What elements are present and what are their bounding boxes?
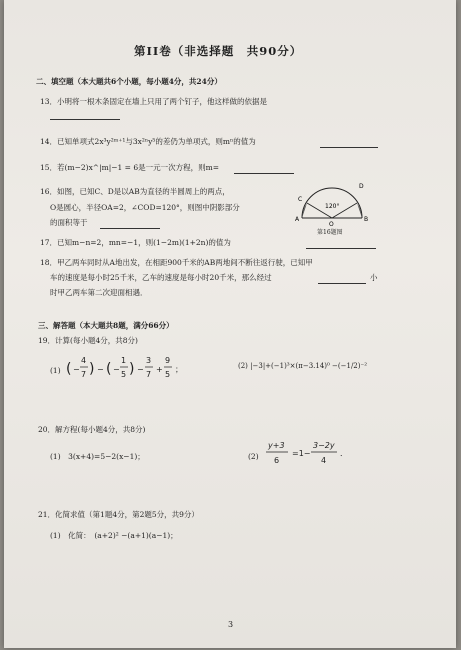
question-15: 15．若(m−2)x^|m|−1 = 6是一元一次方程，则m=: [40, 163, 220, 172]
question-19-part-2: (2) |−3|+(−1)³×(π−3.14)⁰ −(−1/2)⁻²: [238, 362, 367, 370]
svg-text:7: 7: [81, 370, 87, 379]
answer-blank-18: [318, 276, 366, 284]
question-17: 17．已知m−n=2，mn=−1，则(1−2m)(1+2n)的值为: [40, 238, 231, 247]
question-21-part-1: (1) 化简： (a+2)² −(a+1)(a−1)；: [50, 531, 178, 540]
svg-text:y+3: y+3: [268, 441, 285, 450]
svg-text:4: 4: [81, 356, 87, 365]
answer-blank-15: [234, 166, 294, 174]
question-19-part-1-expression: [66, 352, 216, 386]
svg-text:−: −: [97, 365, 104, 374]
figure-caption: 第16题图: [317, 229, 343, 236]
svg-text:+: +: [156, 365, 163, 374]
svg-text:−: −: [73, 365, 80, 374]
question-14: 14．已知单项式2x³y²ᵐ⁺¹与3x²ⁿy⁵的差仍为单项式，则mⁿ的值为: [40, 137, 256, 146]
question-18-line-2: 车的速度是每小时25千米，乙车的速度是每小时20千米，那么经过: [50, 273, 272, 282]
question-19-part-1-label: (1): [50, 366, 61, 375]
question-16-line-1: 16．如图，已知C、D是以AB为直径的半圆周上的两点，: [40, 187, 230, 196]
svg-text:(: (: [66, 361, 72, 377]
svg-text:5: 5: [121, 370, 127, 379]
point-o-label: O: [329, 221, 334, 228]
question-21-heading: 21．化简求值（第1题4分，第2题5分，共9分）: [38, 510, 199, 519]
answer-blank-17: [306, 241, 376, 249]
svg-text:−: −: [137, 365, 144, 374]
svg-text:1: 1: [121, 356, 127, 365]
answer-blank-14: [320, 140, 378, 148]
svg-text:): ): [89, 361, 95, 377]
point-d-label: D: [359, 183, 364, 190]
answer-blank-13: [50, 112, 120, 120]
svg-text:3: 3: [146, 356, 152, 365]
svg-text:；: ；: [175, 365, 183, 374]
point-a-label: A: [295, 216, 300, 223]
svg-text:．: ．: [340, 449, 348, 458]
answer-blank-16: [100, 221, 160, 229]
section-fill-blank-heading: 二、填空题（本大题共6个小题，每小题4分，共24分）: [36, 77, 222, 86]
question-18-unit: 小: [370, 273, 378, 282]
question-18-line-3: 时甲乙两车第二次迎面相遇．: [50, 288, 148, 297]
point-b-label: B: [364, 216, 369, 223]
question-20-part-1: (1) 3(x+4)=5−2(x−1)；: [50, 452, 145, 461]
page-number: 3: [228, 620, 234, 629]
question-20-part-2-label: (2): [248, 452, 259, 461]
question-20-part-2-equation: [266, 437, 376, 469]
svg-text:=1−: =1−: [292, 449, 311, 458]
section-solve-heading: 三、解答题（本大题共8题，满分66分）: [38, 321, 174, 330]
svg-text:7: 7: [146, 370, 152, 379]
semicircle-figure: [292, 168, 372, 228]
exam-page: [4, 0, 456, 648]
svg-text:6: 6: [274, 456, 280, 465]
question-18-line-1: 18．甲乙两车同时从A地出发，在相距900千米的AB两地间不断往返行驶，已知甲: [40, 258, 313, 267]
point-c-label: C: [298, 196, 303, 203]
svg-text:(: (: [106, 361, 112, 377]
svg-text:4: 4: [321, 456, 327, 465]
question-16-line-3: 的面积等于: [50, 218, 88, 227]
svg-text:5: 5: [165, 370, 171, 379]
question-13: 13．小明将一根木条固定在墙上只用了两个钉子，他这样做的依据是: [40, 97, 268, 106]
question-19-heading: 19．计算(每小题4分，共8分): [38, 336, 138, 345]
question-16-line-2: O是圆心，半径OA=2，∠COD=120°，则图中阴影部分: [50, 203, 240, 212]
svg-text:3−2y: 3−2y: [313, 441, 335, 450]
svg-text:−: −: [113, 365, 120, 374]
svg-text:): ): [129, 361, 135, 377]
svg-text:9: 9: [165, 356, 171, 365]
question-20-heading: 20．解方程(每小题4分，共8分): [38, 425, 146, 434]
page-title: 第II卷（非选择题 共90分）: [134, 44, 303, 58]
angle-label: 120°: [325, 203, 340, 210]
